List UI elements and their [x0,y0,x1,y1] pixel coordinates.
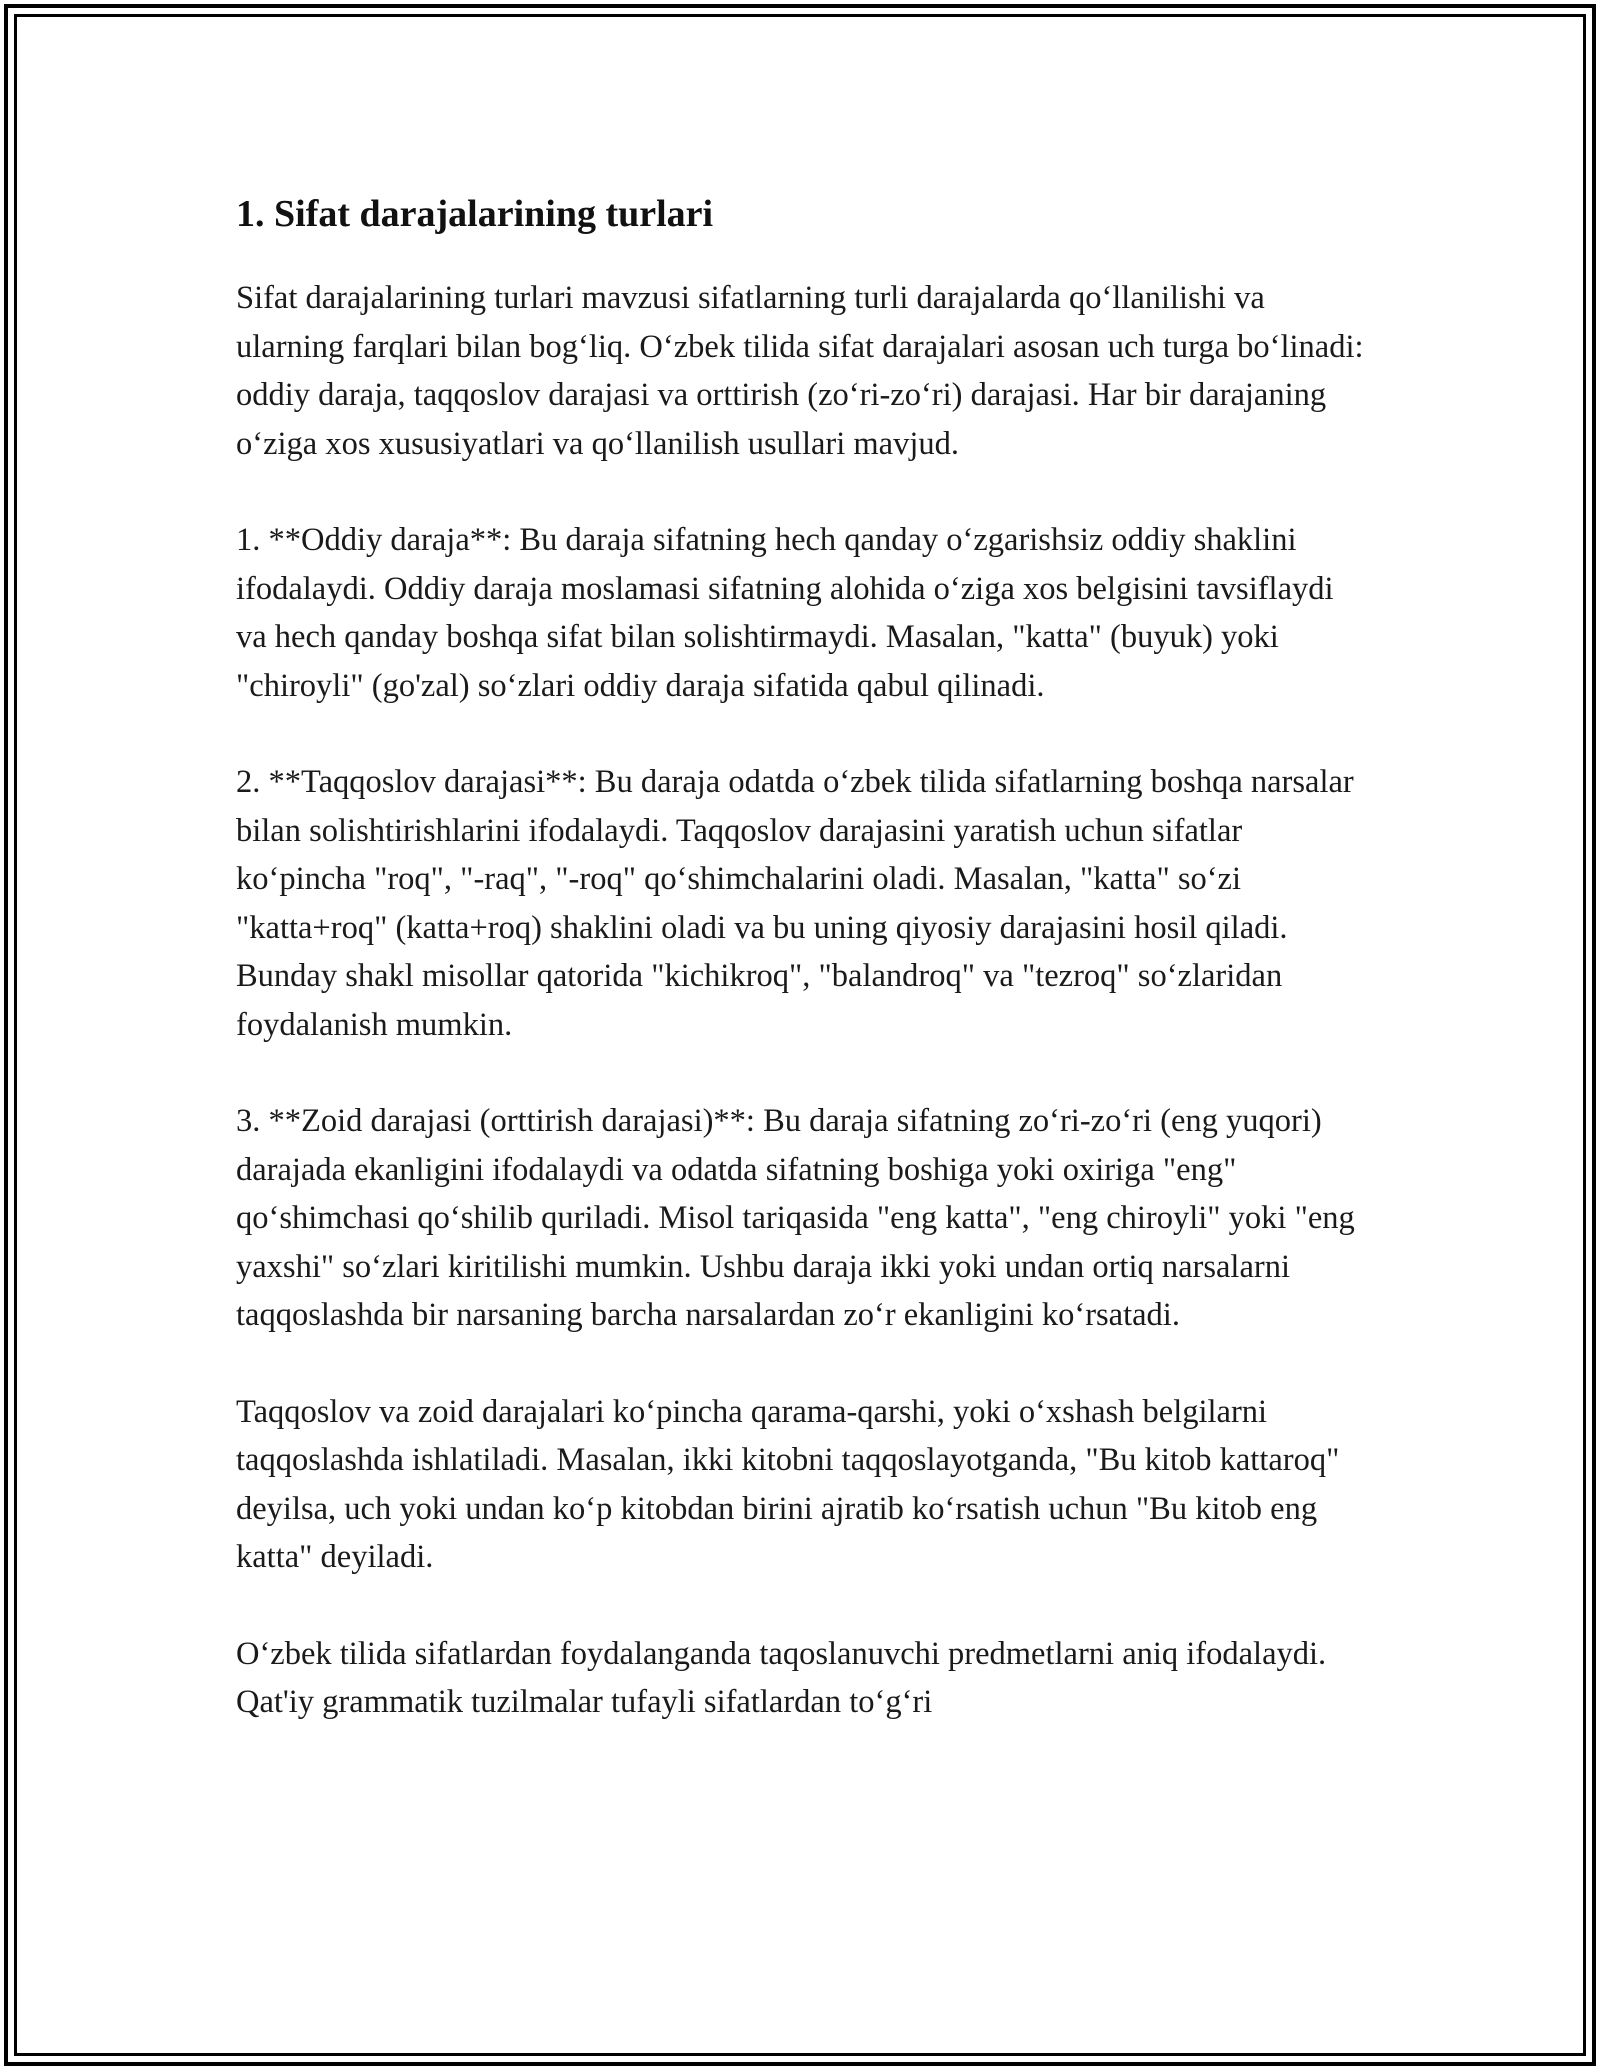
paragraph-intro: Sifat darajalarining turlari mavzusi sifatlarning turli darajalarda qo‘llanilishi va ularning farqlari bilan bog‘liq. O‘zbek tilida sifat darajalari asosan uch turga bo‘linadi: oddiy daraja, taqqoslov darajasi va orttirish (zo‘ri-zo‘ri) darajasi. Har bir darajaning o‘ziga xos xususiyatlari va qo‘llanilish usullari mavjud. [236,280,1364,462]
paragraph-conclusion: O‘zbek tilida sifatlardan foydalanganda taqoslanuvchi predmetlarni aniq ifodalaydi. Qat'iy grammatik tuzilmalar tufayli sifatlardan to‘g‘ri [236,1635,1327,1720]
paragraph-taqqoslov-darajasi: 2. **Taqqoslov darajasi**: Bu daraja odatda o‘zbek tilida sifatlarning boshqa narsalar bilan solishtirishlarini ifodalaydi. Taqqoslov darajasini yaratish uchun sifatlar ko‘pincha "roq", "-raq", "-roq" qo‘shimchalarini oladi. Masalan, "katta" so‘zi "katta+roq" (katta+roq) shaklini oladi va bu uning qiyosiy darajasini hosil qiladi. Bunday shakl misollar qatorida "kichikroq", "balandroq" va "tezroq" so‘zlaridan foydalanish mumkin. [236,764,1354,1043]
paragraph-comparison-usage: Taqqoslov va zoid darajalari ko‘pincha qarama-qarshi, yoki o‘xshash belgilarni taqqoslashda ishlatiladi. Masalan, ikki kitobni taqqoslayotganda, "Bu kitob kattaroq" deyilsa, uch yoki undan ko‘p kitobdan birini ajratib ko‘rsatish uchun "Bu kitob eng katta" deyiladi. [236,1393,1340,1575]
paragraph-zoid-darajasi: 3. **Zoid darajasi (orttirish darajasi)**: Bu daraja sifatning zo‘ri-zo‘ri (eng yuqori) darajada ekanligini ifodalaydi va odatda sifatning boshiga yoki oxiriga "eng" qo‘shimchasi qo‘shilib quriladi. Misol tariqasida "eng katta", "eng chiroyli" yoki "eng yaxshi" so‘zlari kiritilishi mumkin. Ushbu daraja ikki yoki undan ortiq narsalarni taqqoslashda bir narsaning barcha narsalardan zo‘r ekanligini ko‘rsatadi. [236,1103,1355,1333]
section-heading: 1. Sifat darajalarining turlari [236,193,714,235]
document-body [236,190,1366,1775]
paragraph-oddiy-daraja: 1. **Oddiy daraja**: Bu daraja sifatning hech qanday o‘zgarishsiz oddiy shaklini ifodalaydi. Oddiy daraja moslamasi sifatning alohida o‘ziga xos belgisini tavsiflaydi va hech qanday boshqa sifat bilan solishtirmaydi. Masalan, "katta" (buyuk) yoki "chiroyli" (go'zal) so‘zlari oddiy daraja sifatida qabul qilinadi. [236,522,1334,704]
